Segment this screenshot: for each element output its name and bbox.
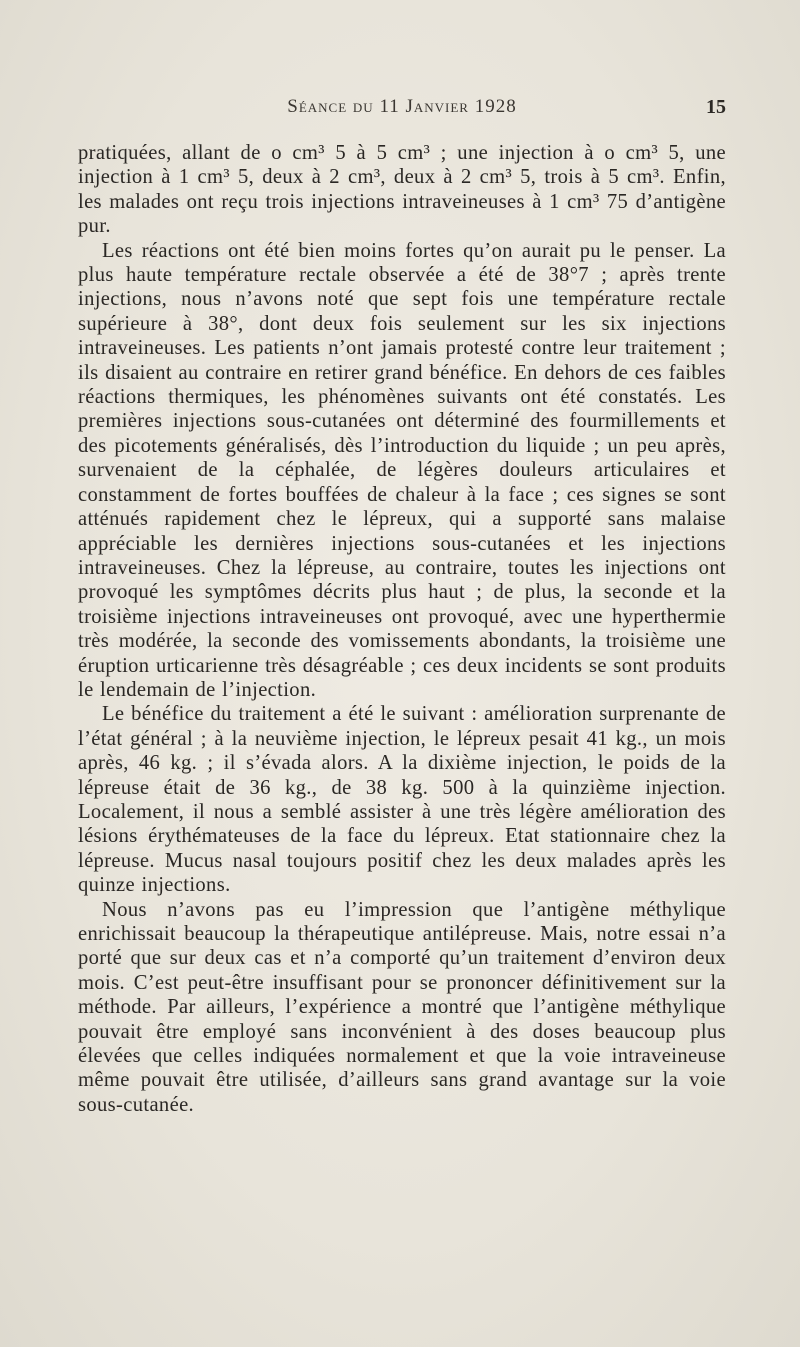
page-header xyxy=(78,96,726,126)
running-title: Séance du 11 Janvier 1928 xyxy=(287,96,517,117)
paragraph-reactions: Les réactions ont été bien moins fortes qu’on aurait pu le penser. La plus haute température rectale observée a été de 38°7 ; après trente injections, nous n’avons noté que sept fois une température rectale supérieure à 38°, dont deux fois seulement sur les six injections intraveineuses. Les patients n’ont jamais protesté contre leur traitement ; ils disaient au contraire en retirer grand bénéfice. En dehors de ces faibles réactions thermiques, les phénomènes suivants ont été constatés. Les premières injections sous-cutanées ont déterminé des fourmillements et des picotements généralisés, dès l’introduction du liquide ; un peu après, survenaient de la céphalée, de légères douleurs articulaires et constamment de fortes bouffées de chaleur à la face ; ces signes se sont atténués rapidement chez le lépreux, qui a supporté sans malaise appréciable les dernières injections sous-cutanées et les injections intraveineuses. Chez la lépreuse, au contraire, toutes les injections ont provoqué les symptômes décrits plus haut ; de plus, la seconde et la troisième injections intraveineuses ont provoqué, avec une hyperthermie très modérée, la seconde des vomissements abondants, la troisième une éruption urticarienne très désagréable ; ces deux incidents se sont produits le lendemain de l’injection. xyxy=(78,239,726,701)
body-text xyxy=(78,141,726,1117)
paragraph-conclusion: Nous n’avons pas eu l’impression que l’antigène méthylique enrichissait beaucoup la thérapeutique antilépreuse. Mais, notre essai n’a porté que sur deux cas et n’a comporté qu’un traitement d’environ deux mois. C’est peut-être insuffisant pour se prononcer définitivement sur la méthode. Par ailleurs, l’expérience a montré que l’antigène méthylique pouvait être employé sans inconvénient à des doses beaucoup plus élevées que celles indiquées normalement et que la voie intraveineuse même pouvait être utilisée, d’ailleurs sans grand avantage sur la voie sous-cutanée. xyxy=(78,898,726,1116)
paragraph-benefits: Le bénéfice du traitement a été le suivant : amélioration surprenante de l’état général ; à la neuvième injection, le lépreux pesait 41 kg., un mois après, 46 kg. ; il s’évada alors. A la dixième injection, le poids de la lépreuse était de 36 kg., de 38 kg. 500 à la quinzième injection. Localement, il nous a semblé assister à une très légère amélioration des lésions érythémateuses de la face du lépreux. Etat stationnaire chez la lépreuse. Mucus nasal toujours positif chez les deux malades après les quinze injections. xyxy=(78,703,726,897)
page-number: 15 xyxy=(706,96,726,118)
paragraph-continuation: pratiquées, allant de o cm³ 5 à 5 cm³ ; une injection à o cm³ 5, une injection à 1 cm³ 5, deux à 2 cm³, deux à 2 cm³ 5, trois à 5 cm³. Enfin, les malades ont reçu trois injections intraveineuses à 1 cm³ 75 d’antigène pur. xyxy=(78,142,726,238)
